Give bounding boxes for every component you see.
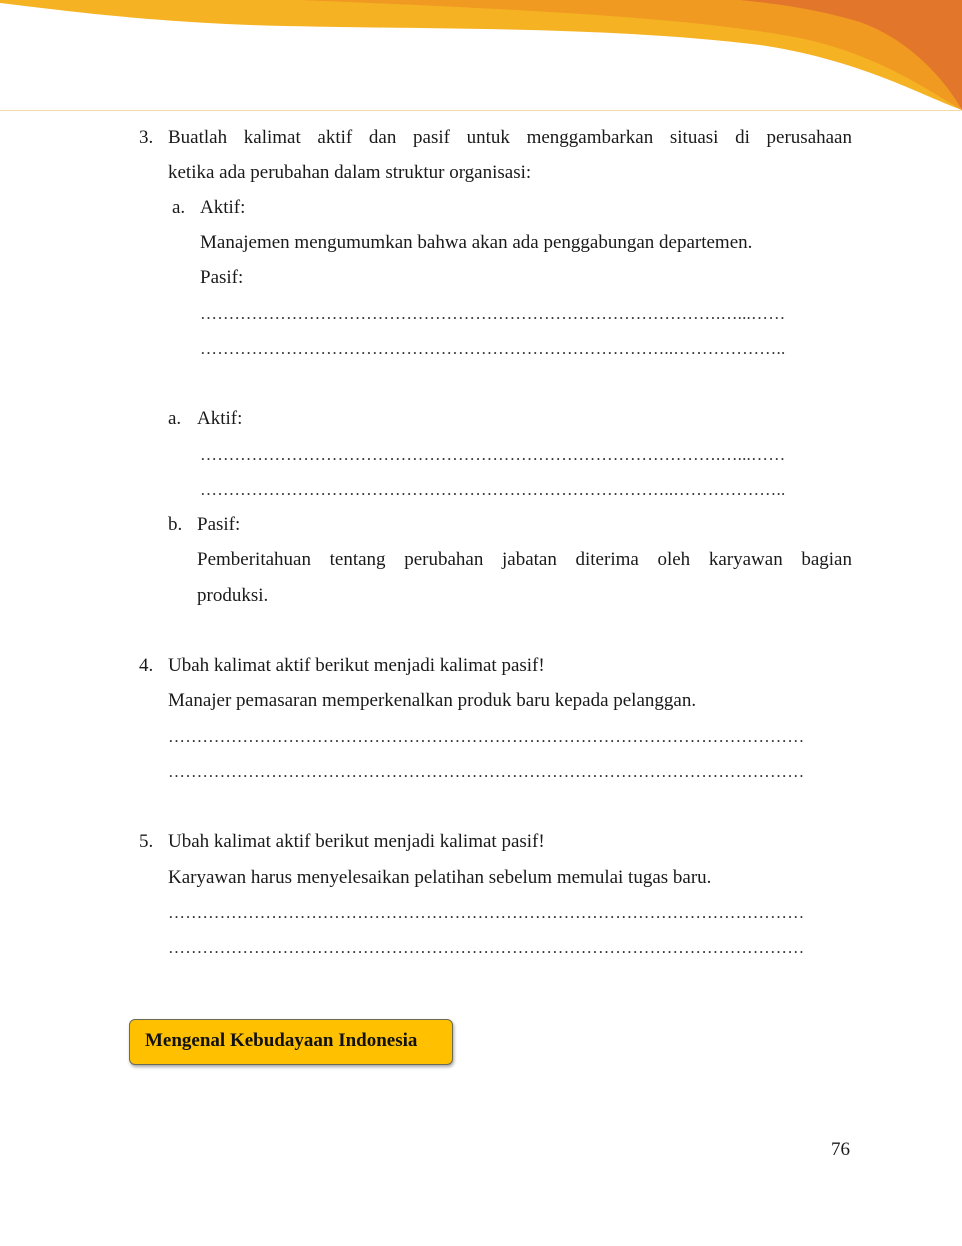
- question-4-answer-line[interactable]: …………………………………………………………………………………………………: [168, 762, 805, 781]
- question-3a-pasif-label: Pasif:: [200, 267, 244, 288]
- header-banner: [0, 0, 962, 115]
- question-5-prompt: Ubah kalimat aktif berikut menjadi kalimat pasif!: [168, 831, 545, 852]
- question-3a-label: a.: [172, 197, 186, 218]
- question-3a-aktif-label: Aktif:: [200, 197, 246, 218]
- question-3a-aktif-sentence: Manajemen mengumumkan bahwa akan ada penggabungan departemen.: [200, 232, 753, 253]
- question-4-prompt: Ubah kalimat aktif berikut menjadi kalimat pasif!: [168, 655, 545, 676]
- question-3-second-a-answer-line[interactable]: ………………………………………………………………………..………………..: [200, 480, 786, 499]
- page-number: 76: [831, 1139, 850, 1160]
- question-5-answer-line[interactable]: …………………………………………………………………………………………………: [168, 903, 805, 922]
- question-4-number: 4.: [139, 655, 154, 676]
- question-3-number: 3.: [139, 127, 154, 148]
- question-5-answer-line[interactable]: …………………………………………………………………………………………………: [168, 938, 805, 957]
- header-divider: [0, 110, 962, 111]
- question-3-prompt-line2: ketika ada perubahan dalam struktur organisasi:: [168, 162, 532, 183]
- question-3b-pasif-sentence-line2: produksi.: [197, 585, 269, 606]
- question-3a-answer-line[interactable]: ………………………………………………………………………..………………..: [200, 339, 786, 358]
- question-3b-pasif-label: Pasif:: [197, 514, 241, 535]
- question-5-number: 5.: [139, 831, 154, 852]
- question-3-second-a-aktif-label: Aktif:: [197, 408, 243, 429]
- question-4-answer-line[interactable]: …………………………………………………………………………………………………: [168, 727, 805, 746]
- question-3a-answer-line[interactable]: ……………………………………………………………………………….…...……: [200, 304, 786, 323]
- question-3b-pasif-sentence-line1: Pemberitahuan tentang perubahan jabatan diterima oleh karyawan bagian: [197, 549, 852, 570]
- section-tag-mengenal-kebudayaan: [129, 1019, 453, 1065]
- question-3-second-a-answer-line[interactable]: ……………………………………………………………………………….…...……: [200, 445, 786, 464]
- question-3-prompt-line1: Buatlah kalimat aktif dan pasif untuk menggambarkan situasi di perusahaan: [168, 127, 852, 148]
- question-4-sentence: Manajer pemasaran memperkenalkan produk baru kepada pelanggan.: [168, 690, 697, 711]
- question-3b-label: b.: [168, 514, 183, 535]
- question-3-second-a-label: a.: [168, 408, 182, 429]
- question-5-sentence: Karyawan harus menyelesaikan pelatihan sebelum memulai tugas baru.: [168, 867, 712, 888]
- section-tag-label: Mengenal Kebudayaan Indonesia: [145, 1030, 418, 1051]
